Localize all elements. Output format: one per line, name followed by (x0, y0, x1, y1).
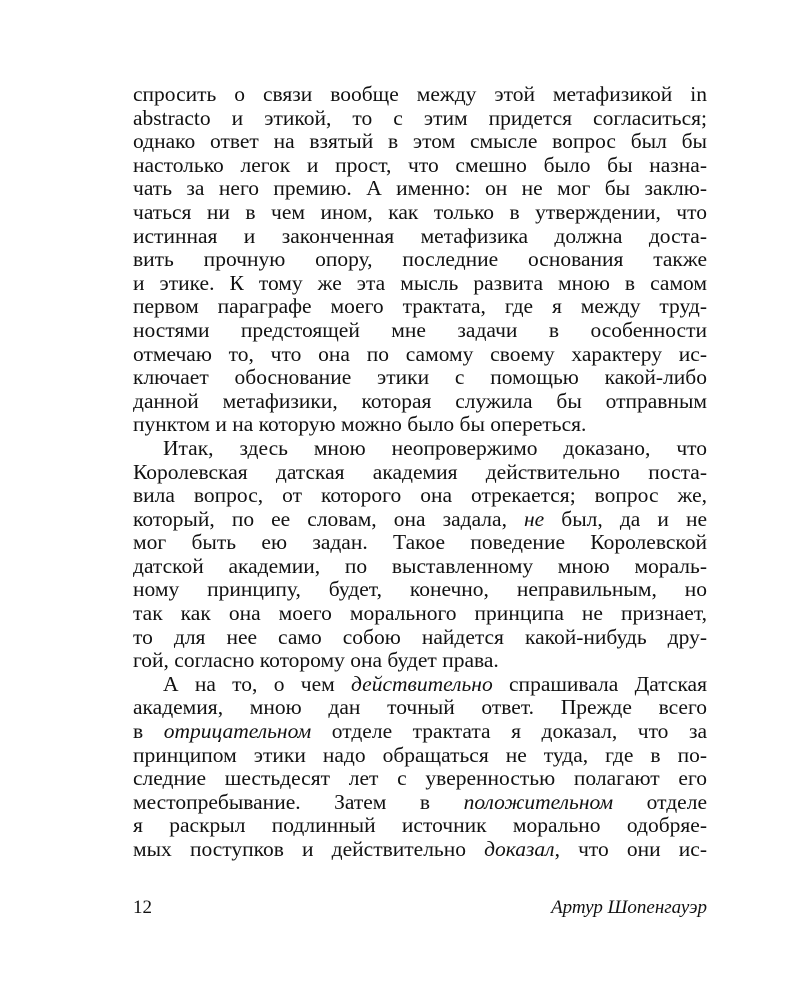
text-segment: гой, согласно которому она будет права. (133, 648, 499, 673)
text-segment: мых поступков и действительно (133, 837, 485, 861)
text-line (133, 295, 707, 319)
text-line (133, 791, 707, 815)
text-line (133, 484, 707, 508)
text-line (133, 390, 707, 414)
text-segment: настолько легок и прост, что смешно было бы назна- (133, 152, 707, 177)
text-line (133, 272, 707, 296)
text-segment: пунктом и на которую можно было бы опереться. (133, 412, 587, 437)
text-segment: А на то, о чем (163, 671, 352, 696)
text-segment: ному принципу, будет, конечно, неправильным, но (133, 577, 707, 602)
text-line (133, 319, 707, 343)
text-line (133, 248, 707, 272)
text-line (133, 508, 707, 532)
text-line (133, 107, 707, 131)
text-line (133, 343, 707, 367)
text-segment: принципом этики надо обращаться не туда, где в по- (133, 742, 707, 767)
emphasized-word: доказал (484, 837, 555, 861)
text-segment: следние шестьдесят лет с уверенностью полагают его (133, 766, 707, 791)
text-line (133, 130, 707, 154)
text-segment: Королевская датская академия действительно поста- (133, 459, 707, 484)
text-line (133, 626, 707, 650)
text-segment: то для нее само собою найдется какой-нибудь дру- (133, 624, 707, 649)
text-segment: который, по ее словам, она задала, (133, 506, 525, 531)
text-segment: чаться ни в чем ином, как только в утверждении, что (133, 199, 707, 224)
text-line (133, 366, 707, 390)
text-segment: датской академии, по выставленному мною мораль- (133, 553, 707, 578)
emphasized-word: не (524, 506, 545, 531)
text-segment: был, да и не (544, 506, 707, 531)
text-segment: отмечаю то, что она по самому своему характеру ис- (133, 341, 707, 366)
page-footer (133, 897, 707, 923)
text-line (133, 578, 707, 602)
book-page-text (133, 83, 707, 862)
text-segment: и этике. К тому же эта мысль развита мною в самом (133, 270, 707, 295)
text-segment: abstracto и этикой, то с этим придется согласиться; (133, 105, 707, 130)
running-head-author: Артур Шопенгауэр (551, 897, 707, 918)
text-segment: так как она моего морального принципа не признает, (133, 601, 707, 626)
text-segment: вила вопрос, от которого она отрекается; вопрос же, (133, 483, 707, 508)
text-segment: ключает обоснование этики с помощью какой-либо (133, 365, 707, 390)
text-segment: местопребывание. Затем в (133, 789, 464, 814)
text-segment: академия, мною дан точный ответ. Прежде всего (133, 695, 707, 720)
text-segment: данной метафизики, которая служила бы отправным (133, 388, 707, 413)
text-segment: первом параграфе моего трактата, где я между труд- (133, 294, 707, 319)
text-line (133, 649, 707, 673)
text-line (133, 83, 707, 107)
text-segment: в (133, 719, 164, 744)
text-line (133, 814, 707, 838)
text-line (133, 602, 707, 626)
text-line (133, 767, 707, 791)
text-line (133, 413, 707, 437)
text-line (133, 838, 707, 862)
text-segment: истинная и законченная метафизика должна доста- (133, 223, 707, 248)
text-line (133, 225, 707, 249)
page-number: 12 (133, 897, 152, 918)
text-segment: ностями предстоящей мне задачи в особенности (133, 317, 707, 342)
text-line (133, 154, 707, 178)
text-segment: спросить о связи вообще между этой метафизикой in (133, 82, 707, 106)
text-segment: спрашивала Датская (492, 671, 707, 696)
text-line (133, 461, 707, 485)
text-segment: мог быть ею задан. Такое поведение Королевской (133, 530, 707, 555)
emphasized-word: действительно (351, 671, 493, 696)
text-segment: однако ответ на взятый в этом смысле вопрос был бы (133, 129, 707, 154)
text-segment: вить прочную опору, последние основания также (133, 247, 707, 272)
text-segment: Итак, здесь мною неопровержимо доказано, что (163, 435, 707, 460)
text-segment: , что они ис- (554, 837, 707, 861)
text-line (133, 673, 707, 697)
text-segment: я раскрыл подлинный источник морально одобряе- (133, 813, 707, 838)
emphasized-word: отрицательном (163, 719, 312, 744)
text-line (133, 437, 707, 461)
text-line (133, 177, 707, 201)
text-line (133, 720, 707, 744)
text-line (133, 555, 707, 579)
text-segment: чать за него премию. А именно: он не мог бы заклю- (133, 176, 707, 201)
emphasized-word: положительном (463, 789, 614, 814)
text-line (133, 531, 707, 555)
text-segment: отделе трактата я доказал, что за (311, 719, 707, 744)
text-line (133, 696, 707, 720)
text-segment: отделе (613, 789, 707, 814)
text-line (133, 744, 707, 768)
text-line (133, 201, 707, 225)
